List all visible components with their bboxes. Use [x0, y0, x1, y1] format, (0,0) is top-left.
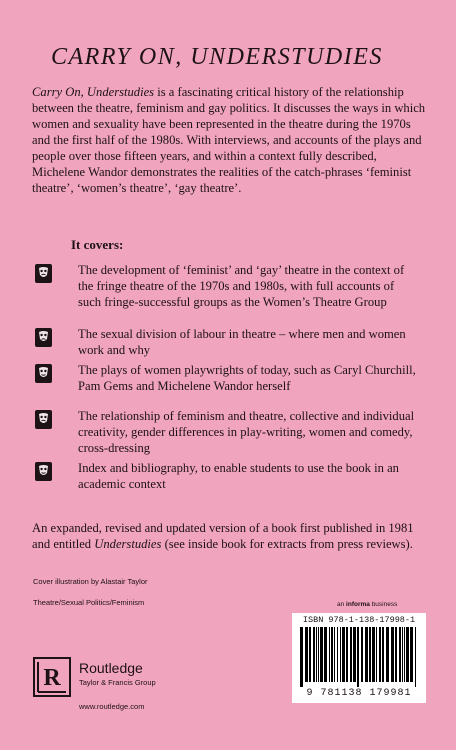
logo-letter: R — [43, 665, 61, 691]
informa-tagline — [337, 601, 397, 608]
list-item — [35, 362, 418, 394]
list-item-text: The plays of women playwrights of today, such as Caryl Churchill, Pam Gems and Michelene Wandor herself — [78, 363, 416, 393]
blurb-text: is a fascinating critical history of the relationship between the theatre, feminism and gay politics. It discusses the ways in which women and sexuality have been represented in the theatre during the 1970s and the first half of the 1980s. With interviews, and accounts of the plays and people over those fifteen years, and within a context fully described, Michelene Wandor demonstrates the realities of the catch-phrases ‘feminist theatre’, ‘women’s theatre’, ‘gay theatre’. — [32, 85, 426, 195]
barcode-bars — [298, 627, 420, 687]
list-item-text: The development of ‘feminist’ and ‘gay’ theatre in the context of the fringe theatre of the 1970s and 1980s, with full accounts of such fringe-successful groups as the Women’s Theatre Group — [78, 263, 405, 309]
subject-category: Theatre/Sexual Politics/Feminism — [33, 598, 145, 607]
cover-credit: Cover illustration by Alastair Taylor — [33, 577, 148, 586]
list-item — [35, 262, 418, 310]
theatre-mask-icon — [35, 264, 52, 283]
publisher-website: www.routledge.com — [79, 702, 145, 711]
barcode-number: 9 781138 179981 — [306, 688, 412, 699]
covers-heading: It covers: — [71, 237, 124, 252]
isbn-text: ISBN 978-1-138-17998-1 — [302, 615, 416, 625]
edition-note-text-end: (see inside book for extracts from press reviews). — [161, 537, 413, 551]
page-title: CARRY ON, UNDERSTUDIES — [51, 44, 383, 70]
publisher-name: Routledge — [79, 660, 143, 676]
theatre-mask-icon — [35, 462, 52, 481]
edition-note-text: An expanded, revised and updated version of a book first published in 1981 and entitled — [32, 521, 414, 551]
list-item-text: Index and bibliography, to enable students to use the book in an academic context — [78, 461, 399, 491]
theatre-mask-icon — [35, 328, 52, 347]
list-item-text: The sexual division of labour in theatre – where men and women work and why — [78, 327, 406, 357]
barcode — [292, 613, 426, 703]
informa-prefix: an — [337, 601, 347, 608]
informa-brand: informa — [346, 601, 370, 608]
publisher-group: Taylor & Francis Group — [79, 678, 156, 687]
theatre-mask-icon — [35, 410, 52, 429]
informa-suffix: business — [369, 601, 398, 608]
list-item — [35, 408, 418, 456]
theatre-mask-icon — [35, 364, 52, 383]
list-item-text: The relationship of feminism and theatre, collective and individual creativity, gender differences in play-writing, women and comedy, cross-dressing — [78, 409, 415, 455]
list-item — [35, 326, 418, 358]
blurb-paragraph — [32, 84, 426, 196]
book-title-italic: Carry On, Understudies — [32, 85, 155, 99]
edition-note-title: Understudies — [94, 537, 162, 551]
list-item — [35, 460, 418, 492]
edition-note — [32, 520, 426, 552]
routledge-logo-icon — [33, 657, 71, 697]
